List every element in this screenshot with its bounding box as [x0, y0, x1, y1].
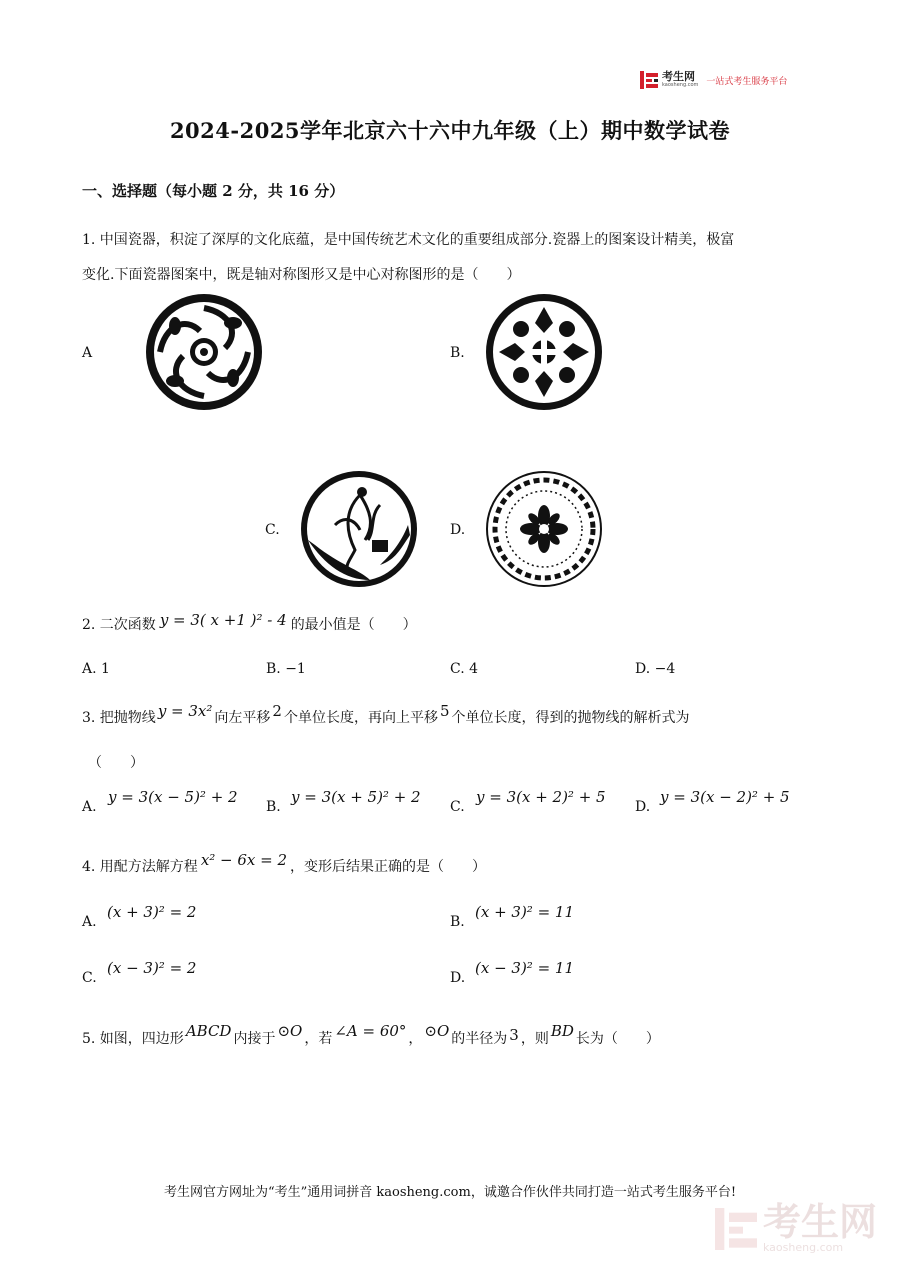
q4-p1: 4. 用配方法解方程 [82, 859, 198, 875]
q5-p4: ， [408, 1031, 423, 1047]
q1-label-a: A [82, 345, 93, 361]
section-heading: 一、选择题（每小题 2 分，共 16 分） [82, 182, 345, 200]
q3-option-d: y = 3(x − 2)² + 5 [660, 788, 790, 806]
q1-line2: 变化.下面瓷器图案中，既是轴对称图形又是中心对称图形的是（ ） [82, 267, 521, 283]
q5-o1: ⊙O [277, 1022, 303, 1040]
q3-p2: 向左平移 [214, 710, 271, 726]
q3-p4: 个单位长度，得到的抛物线的解析式为 [451, 710, 690, 726]
q4-label-a: A. [82, 914, 97, 930]
q3-f1: y = 3x² [157, 702, 213, 720]
q5-p1: 5. 如图，四边形 [82, 1031, 184, 1047]
q3-p1: 3. 把抛物线 [82, 710, 156, 726]
q2-option-b: B. −1 [266, 661, 306, 677]
q1-label-c: C. [265, 522, 280, 538]
q5-f2: ∠A = 60° [334, 1022, 407, 1040]
logo-name: 考生网 [662, 70, 695, 83]
q3-label-c: C. [450, 799, 465, 815]
q1-line1: 1. 中国瓷器，积淀了深厚的文化底蕴，是中国传统艺术文化的重要组成部分.瓷器上的图案设计精美，极富 [82, 232, 735, 248]
q5-p7: 长为（ ） [575, 1031, 660, 1047]
q5-o2: ⊙O [424, 1022, 450, 1040]
watermark-logo-icon [715, 1208, 757, 1250]
logo-slogan: 一站式考生服务平台 [706, 76, 788, 87]
footer-note: 考生网官方网址为“考生”通用词拼音 kaosheng.com，诚邀合作伙伴共同打造一站式考生服务平台! [163, 1185, 737, 1200]
pattern-b-image [485, 293, 603, 411]
q4-f1: x² − 6x = 2 [200, 851, 288, 869]
q4-option-b: (x + 3)² = 11 [475, 903, 575, 921]
q1-label-d: D. [450, 522, 466, 538]
q4-label-d: D. [450, 970, 466, 986]
q1-label-b: B. [450, 345, 465, 361]
pattern-c-image [300, 470, 418, 588]
q5-f1: ABCD [185, 1022, 232, 1040]
q5-f3: BD [550, 1022, 574, 1040]
q4-label-b: B. [450, 914, 465, 930]
q2-option-d: D. −4 [635, 661, 676, 677]
q3-option-c: y = 3(x + 2)² + 5 [476, 788, 606, 806]
header-logo [640, 71, 787, 89]
q2-option-c: C. 4 [450, 661, 479, 677]
q3-option-b: y = 3(x + 5)² + 2 [291, 788, 421, 806]
q5-p3: ，若 [304, 1031, 333, 1047]
logo-icon [640, 71, 658, 89]
q5-n1: 3 [509, 1026, 519, 1044]
q2-formula: y = 3( x +1 )² - 4 [159, 611, 287, 629]
q3-p3: 个单位长度，再向上平移 [283, 710, 438, 726]
q3-label-a: A. [82, 799, 97, 815]
q5-p2: 内接于 [233, 1031, 276, 1047]
q3-label-b: B. [266, 799, 281, 815]
q4-option-c: (x − 3)² = 2 [107, 959, 197, 977]
logo-url: kaosheng.com [662, 82, 699, 88]
q3-option-a: y = 3(x − 5)² + 2 [108, 788, 238, 806]
q4-option-a: (x + 3)² = 2 [107, 903, 197, 921]
q4-label-c: C. [82, 970, 97, 986]
q2-option-a: A. 1 [82, 661, 110, 677]
q4-p2: ，变形后结果正确的是（ ） [290, 859, 487, 875]
q3-paren: （ ） [88, 755, 144, 771]
q4-stem [82, 851, 487, 876]
pattern-a-image [145, 293, 263, 411]
watermark-name: 考生网 [763, 1200, 878, 1244]
q2-stem [82, 611, 417, 634]
q3-n1: 2 [272, 702, 282, 720]
q5-stem [82, 1022, 660, 1048]
q3-label-d: D. [635, 799, 651, 815]
watermark-url: kaosheng.com [763, 1241, 844, 1254]
q3-stem [82, 702, 690, 727]
page-title: 2024-2025学年北京六十六中九年级（上）期中数学试卷 [169, 118, 731, 143]
q3-n2: 5 [439, 702, 450, 720]
q5-p5: 的半径为 [451, 1031, 508, 1047]
q5-p6: ，则 [520, 1031, 549, 1047]
pattern-d-image [485, 470, 603, 588]
q2-prefix: 2. 二次函数 [82, 617, 156, 633]
q2-suffix: 的最小值是（ ） [290, 617, 417, 633]
watermark [715, 1200, 878, 1254]
q4-option-d: (x − 3)² = 11 [475, 959, 575, 977]
